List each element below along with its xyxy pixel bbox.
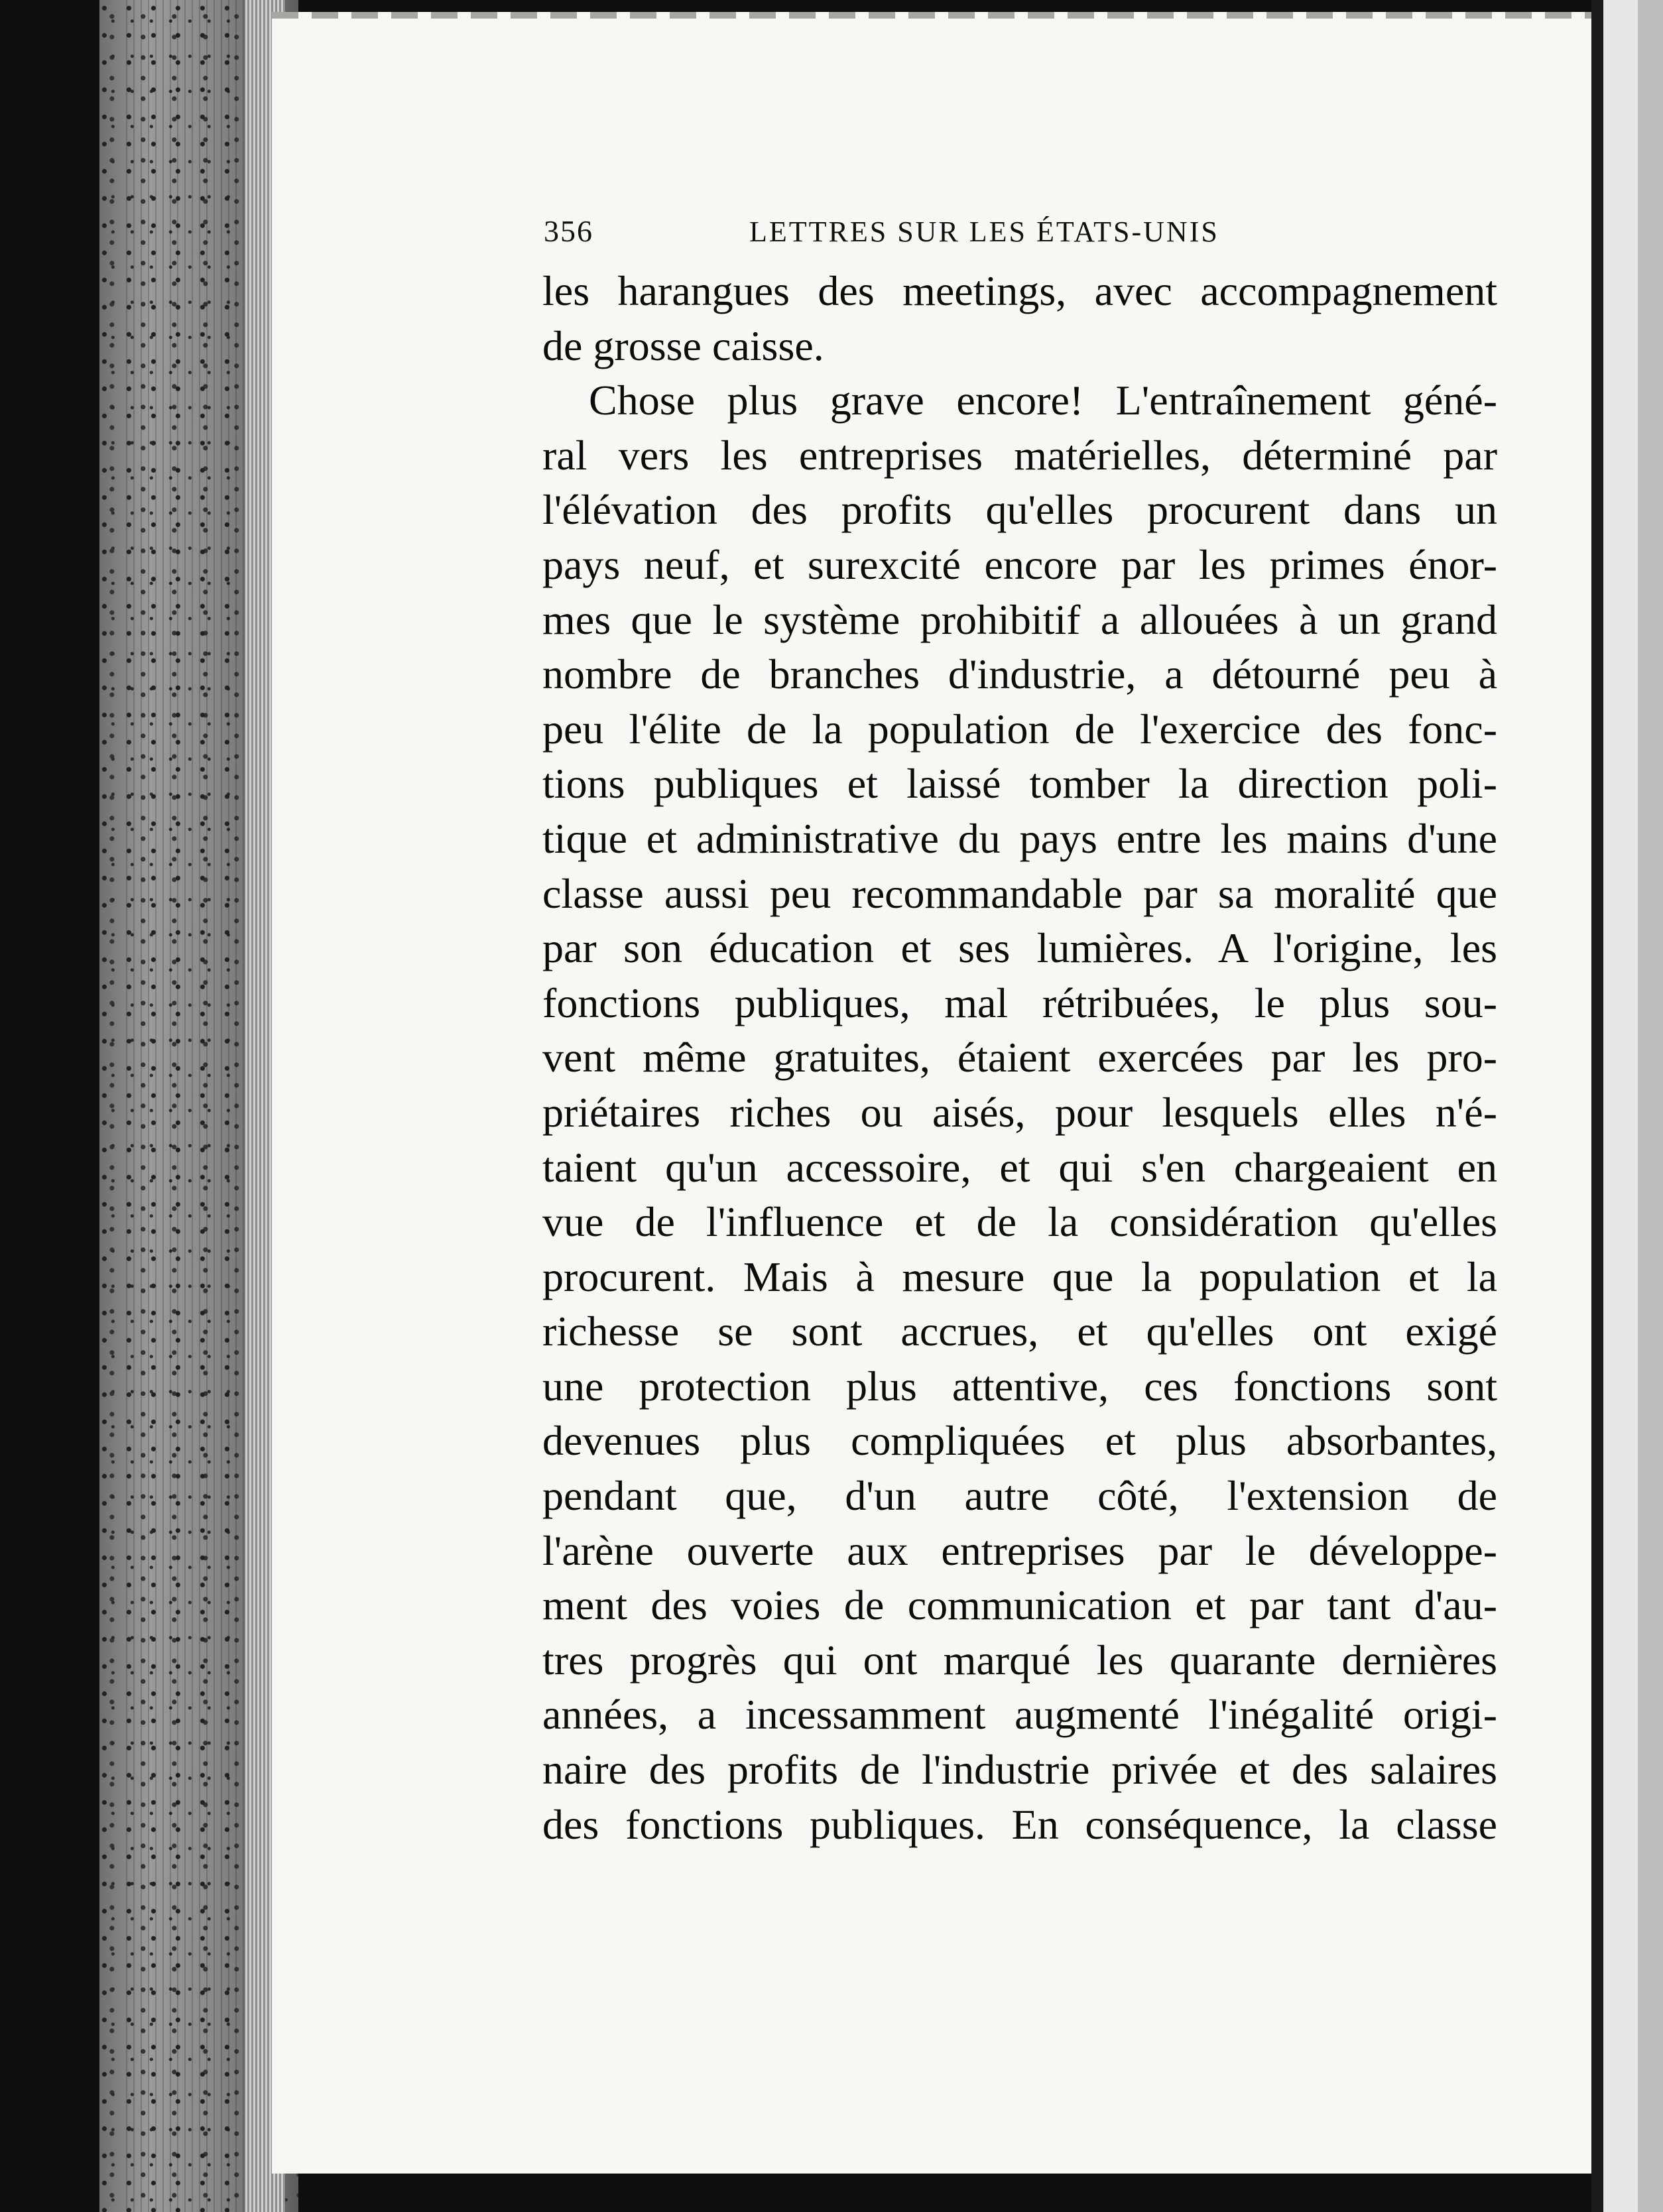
- text-line: vue de l'influence et de la considération qu'elles: [542, 1198, 1497, 1246]
- text-line: ral vers les entreprises matérielles, déterminé par: [542, 431, 1497, 479]
- text-line: devenues plus compliquées et plus absorbantes,: [542, 1417, 1497, 1465]
- text-line: de grosse caisse.: [542, 322, 824, 369]
- text-line: des fonctions publiques. En conséquence, la classe: [542, 1800, 1497, 1848]
- text-line: années, a incessamment augmenté l'inégalité origi-: [542, 1691, 1497, 1739]
- text-line: ment des voies de communication et par tant d'au-: [542, 1581, 1497, 1629]
- body-text: [542, 264, 1497, 1852]
- facing-page-edge: [1591, 0, 1663, 2212]
- text-line: tres progrès qui ont marqué les quarante dernières: [542, 1636, 1497, 1684]
- text-line: nombre de branches d'industrie, a détourné peu à: [542, 650, 1497, 698]
- running-title: LETTRES SUR LES ÉTATS-UNIS: [749, 215, 1219, 248]
- text-line: naire des profits de l'industrie privée et des salaires: [542, 1746, 1497, 1794]
- text-line: tions publiques et laissé tomber la direction poli-: [542, 760, 1497, 808]
- text-line: priétaires riches ou aisés, pour lesquels elles n'é-: [542, 1088, 1497, 1136]
- text-line: richesse se sont accrues, et qu'elles ont exigé: [542, 1308, 1497, 1355]
- text-line: classe aussi peu recommandable par sa moralité que: [542, 869, 1497, 917]
- text-line: Chose plus grave encore! L'entraînement géné-: [589, 377, 1497, 424]
- text-line: mes que le système prohibitif a allouées à un grand: [542, 595, 1497, 643]
- text-line: les harangues des meetings, avec accompagnement: [542, 267, 1497, 314]
- page-number: 356: [544, 214, 593, 248]
- text-line: une protection plus attentive, ces fonctions sont: [542, 1362, 1497, 1410]
- running-head: [544, 214, 1512, 260]
- text-line: fonctions publiques, mal rétribuées, le plus sou-: [542, 979, 1497, 1026]
- text-line: par son éducation et ses lumières. A l'origine, les: [542, 924, 1497, 972]
- text-line: pendant que, d'un autre côté, l'extension de: [542, 1472, 1497, 1520]
- text-line: pays neuf, et surexcité encore par les primes énor-: [542, 540, 1497, 588]
- text-line: peu l'élite de la population de l'exercice des fonc-: [542, 705, 1497, 753]
- text-line: vent même gratuites, étaient exercées par les pro-: [542, 1034, 1497, 1081]
- text-line: l'élévation des profits qu'elles procurent dans un: [542, 486, 1497, 534]
- text-line: tique et administrative du pays entre les mains d'une: [542, 814, 1497, 862]
- text-line: l'arène ouverte aux entreprises par le développe-: [542, 1526, 1497, 1574]
- text-line: taient qu'un accessoire, et qui s'en chargeaient en: [542, 1143, 1497, 1191]
- text-line: procurent. Mais à mesure que la population et la: [542, 1253, 1497, 1300]
